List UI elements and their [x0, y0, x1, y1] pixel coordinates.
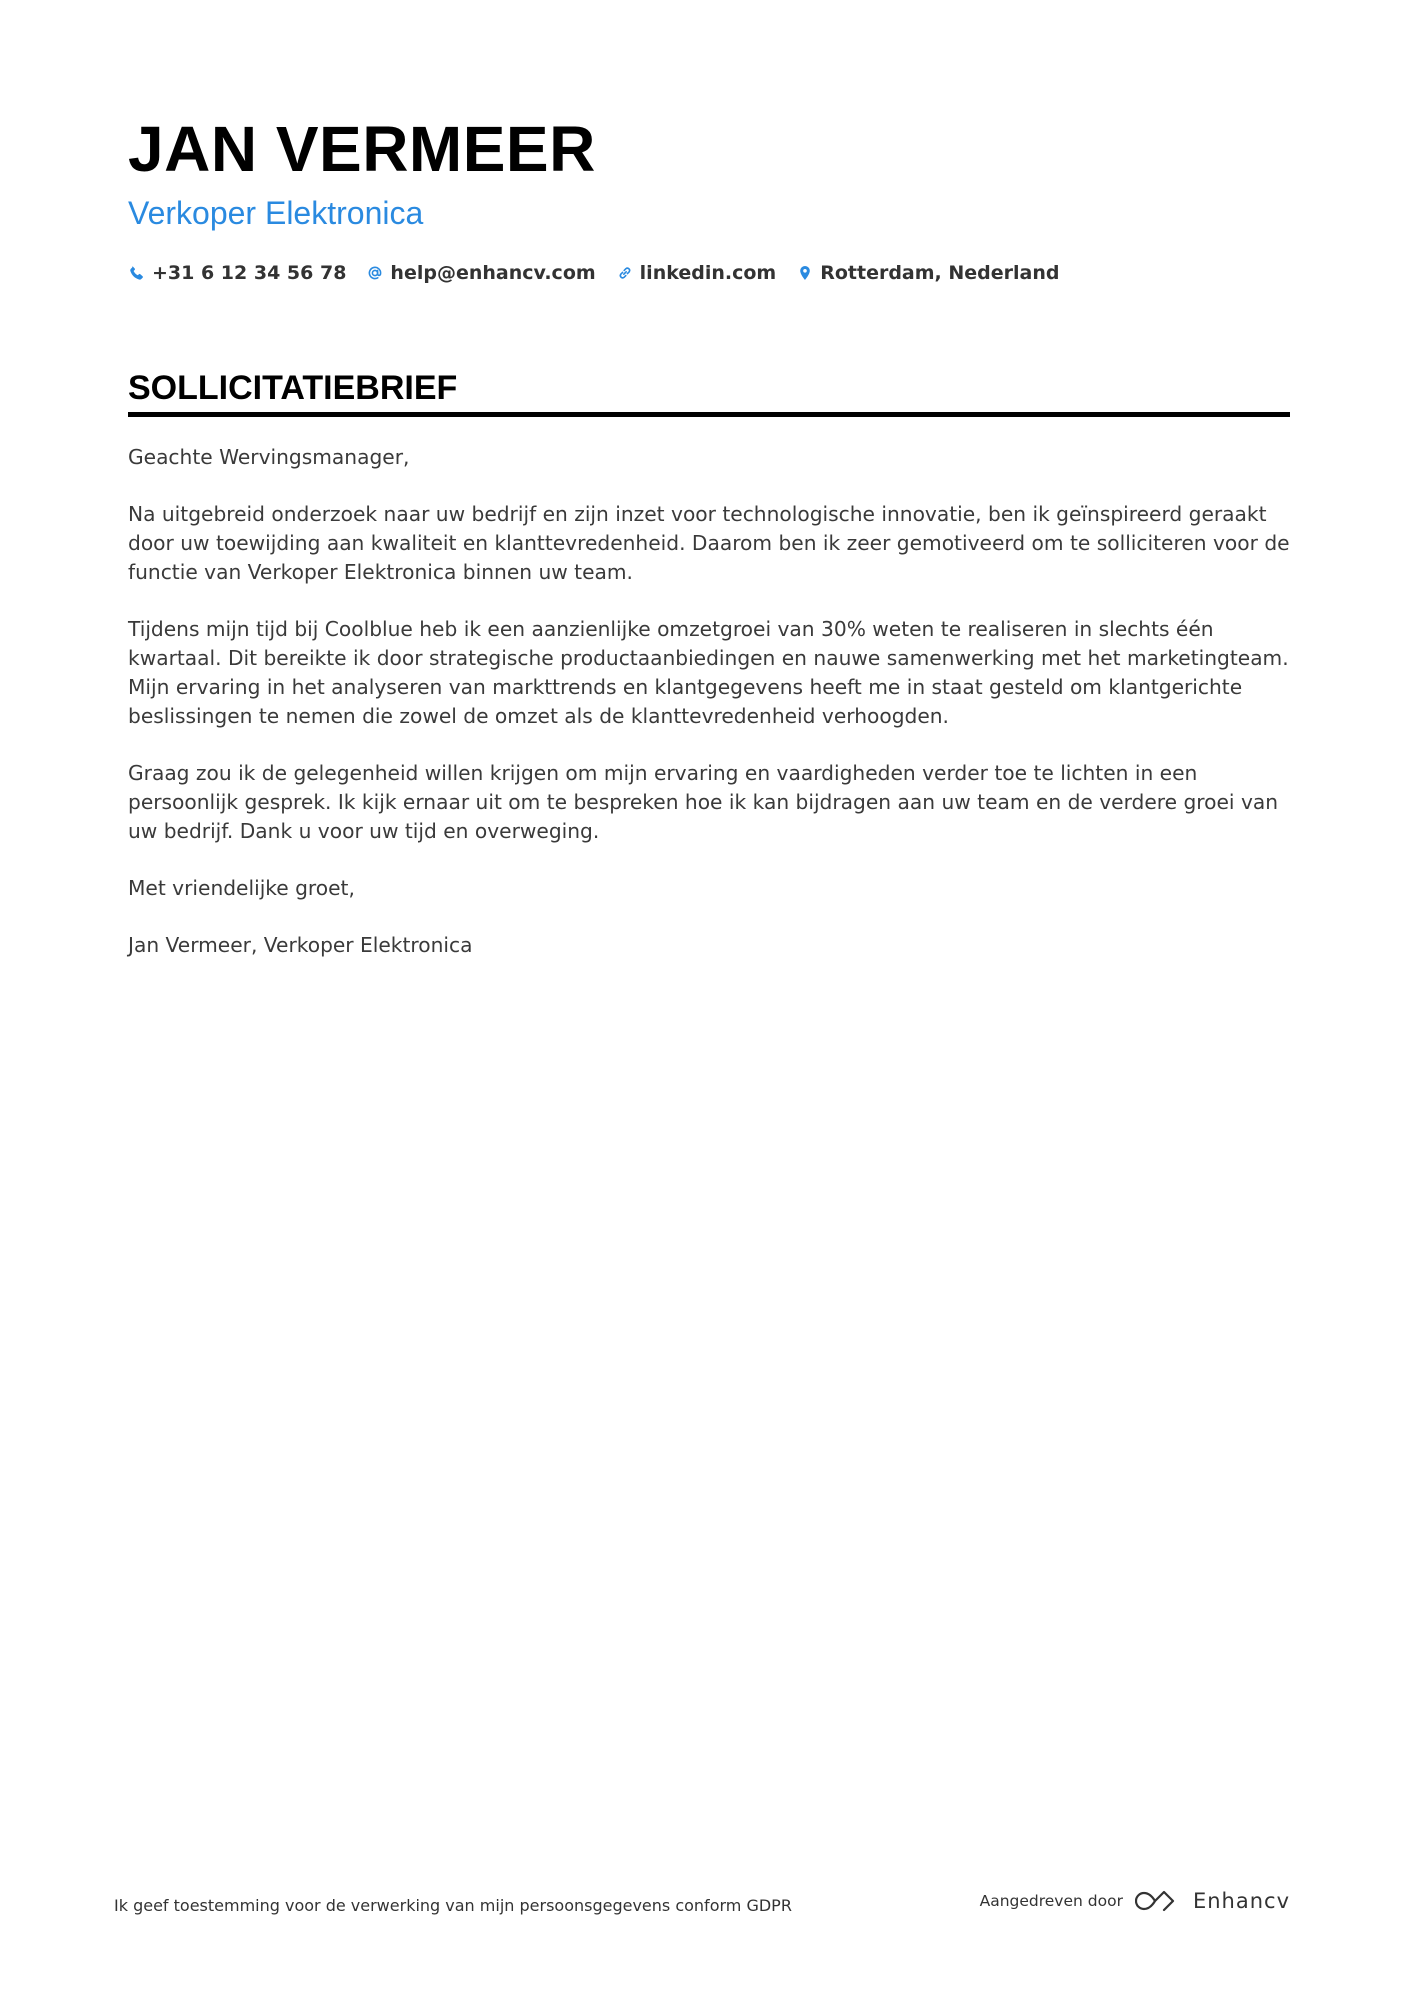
contact-phone-text: +31 6 12 34 56 78: [152, 262, 347, 284]
phone-icon: [128, 264, 146, 282]
enhancv-brand: Enhancv: [1192, 1889, 1290, 1913]
salutation: Geachte Wervingsmanager,: [128, 445, 410, 469]
powered-by[interactable]: [980, 1888, 1290, 1914]
paragraph-closing: Graag zou ik de gelegenheid willen krijgen om mijn ervaring en vaardigheden verder toe te lichten in een persoonlijk gesprek. Ik kijk ernaar uit om te bespreken hoe ik kan bijdragen aan uw team en de verdere groei van uw bedrijf. Dank u voor uw tijd en overweging.: [128, 761, 1279, 843]
letter-body: [128, 443, 1290, 960]
job-title: Verkoper Elektronica: [128, 195, 424, 231]
contact-phone[interactable]: [128, 262, 346, 284]
contact-linkedin-text: linkedin.com: [639, 262, 777, 284]
contact-email[interactable]: [366, 262, 595, 284]
contact-bar: [128, 262, 1290, 284]
contact-linkedin[interactable]: [616, 262, 777, 284]
closing-greeting: Met vriendelijke groet,: [128, 876, 355, 900]
signature: Jan Vermeer, Verkoper Elektronica: [128, 933, 473, 957]
section-title: SOLLICITATIEBRIEF: [128, 368, 1290, 417]
paragraph-experience: Tijdens mijn tijd bij Coolblue heb ik een aanzienlijke omzetgroei van 30% weten te realiseren in slechts één kwartaal. Dit bereikte ik door strategische productaanbiedingen en nauwe samenwerking met het marketingteam. Mijn ervaring in het analyseren van markttrends en klantgegevens heeft me in staat gesteld om klantgerichte beslissingen te nemen die zowel de omzet als de klanttevredenheid verhoogden.: [128, 617, 1289, 728]
candidate-name: JAN VERMEER: [128, 113, 596, 185]
contact-location-text: Rotterdam, Nederland: [820, 262, 1060, 284]
at-icon: [366, 264, 384, 282]
location-pin-icon: [796, 264, 814, 282]
powered-by-label: Aangedreven door: [979, 1892, 1123, 1910]
cover-letter-page: [128, 108, 1290, 988]
link-icon: [616, 264, 634, 282]
enhancv-logo-icon: [1135, 1888, 1183, 1914]
contact-email-text: help@enhancv.com: [390, 262, 596, 284]
gdpr-consent: Ik geef toestemming voor de verwerking van mijn persoonsgegevens conform GDPR: [114, 1896, 792, 1915]
paragraph-intro: Na uitgebreid onderzoek naar uw bedrijf en zijn inzet voor technologische innovatie, ben ik geïnspireerd geraakt door uw toewijding aan kwaliteit en klanttevredenheid. Daarom ben ik zeer gemotiveerd om te solliciteren voor de functie van Verkoper Elektronica binnen uw team.: [128, 502, 1290, 584]
contact-location: [796, 262, 1059, 284]
